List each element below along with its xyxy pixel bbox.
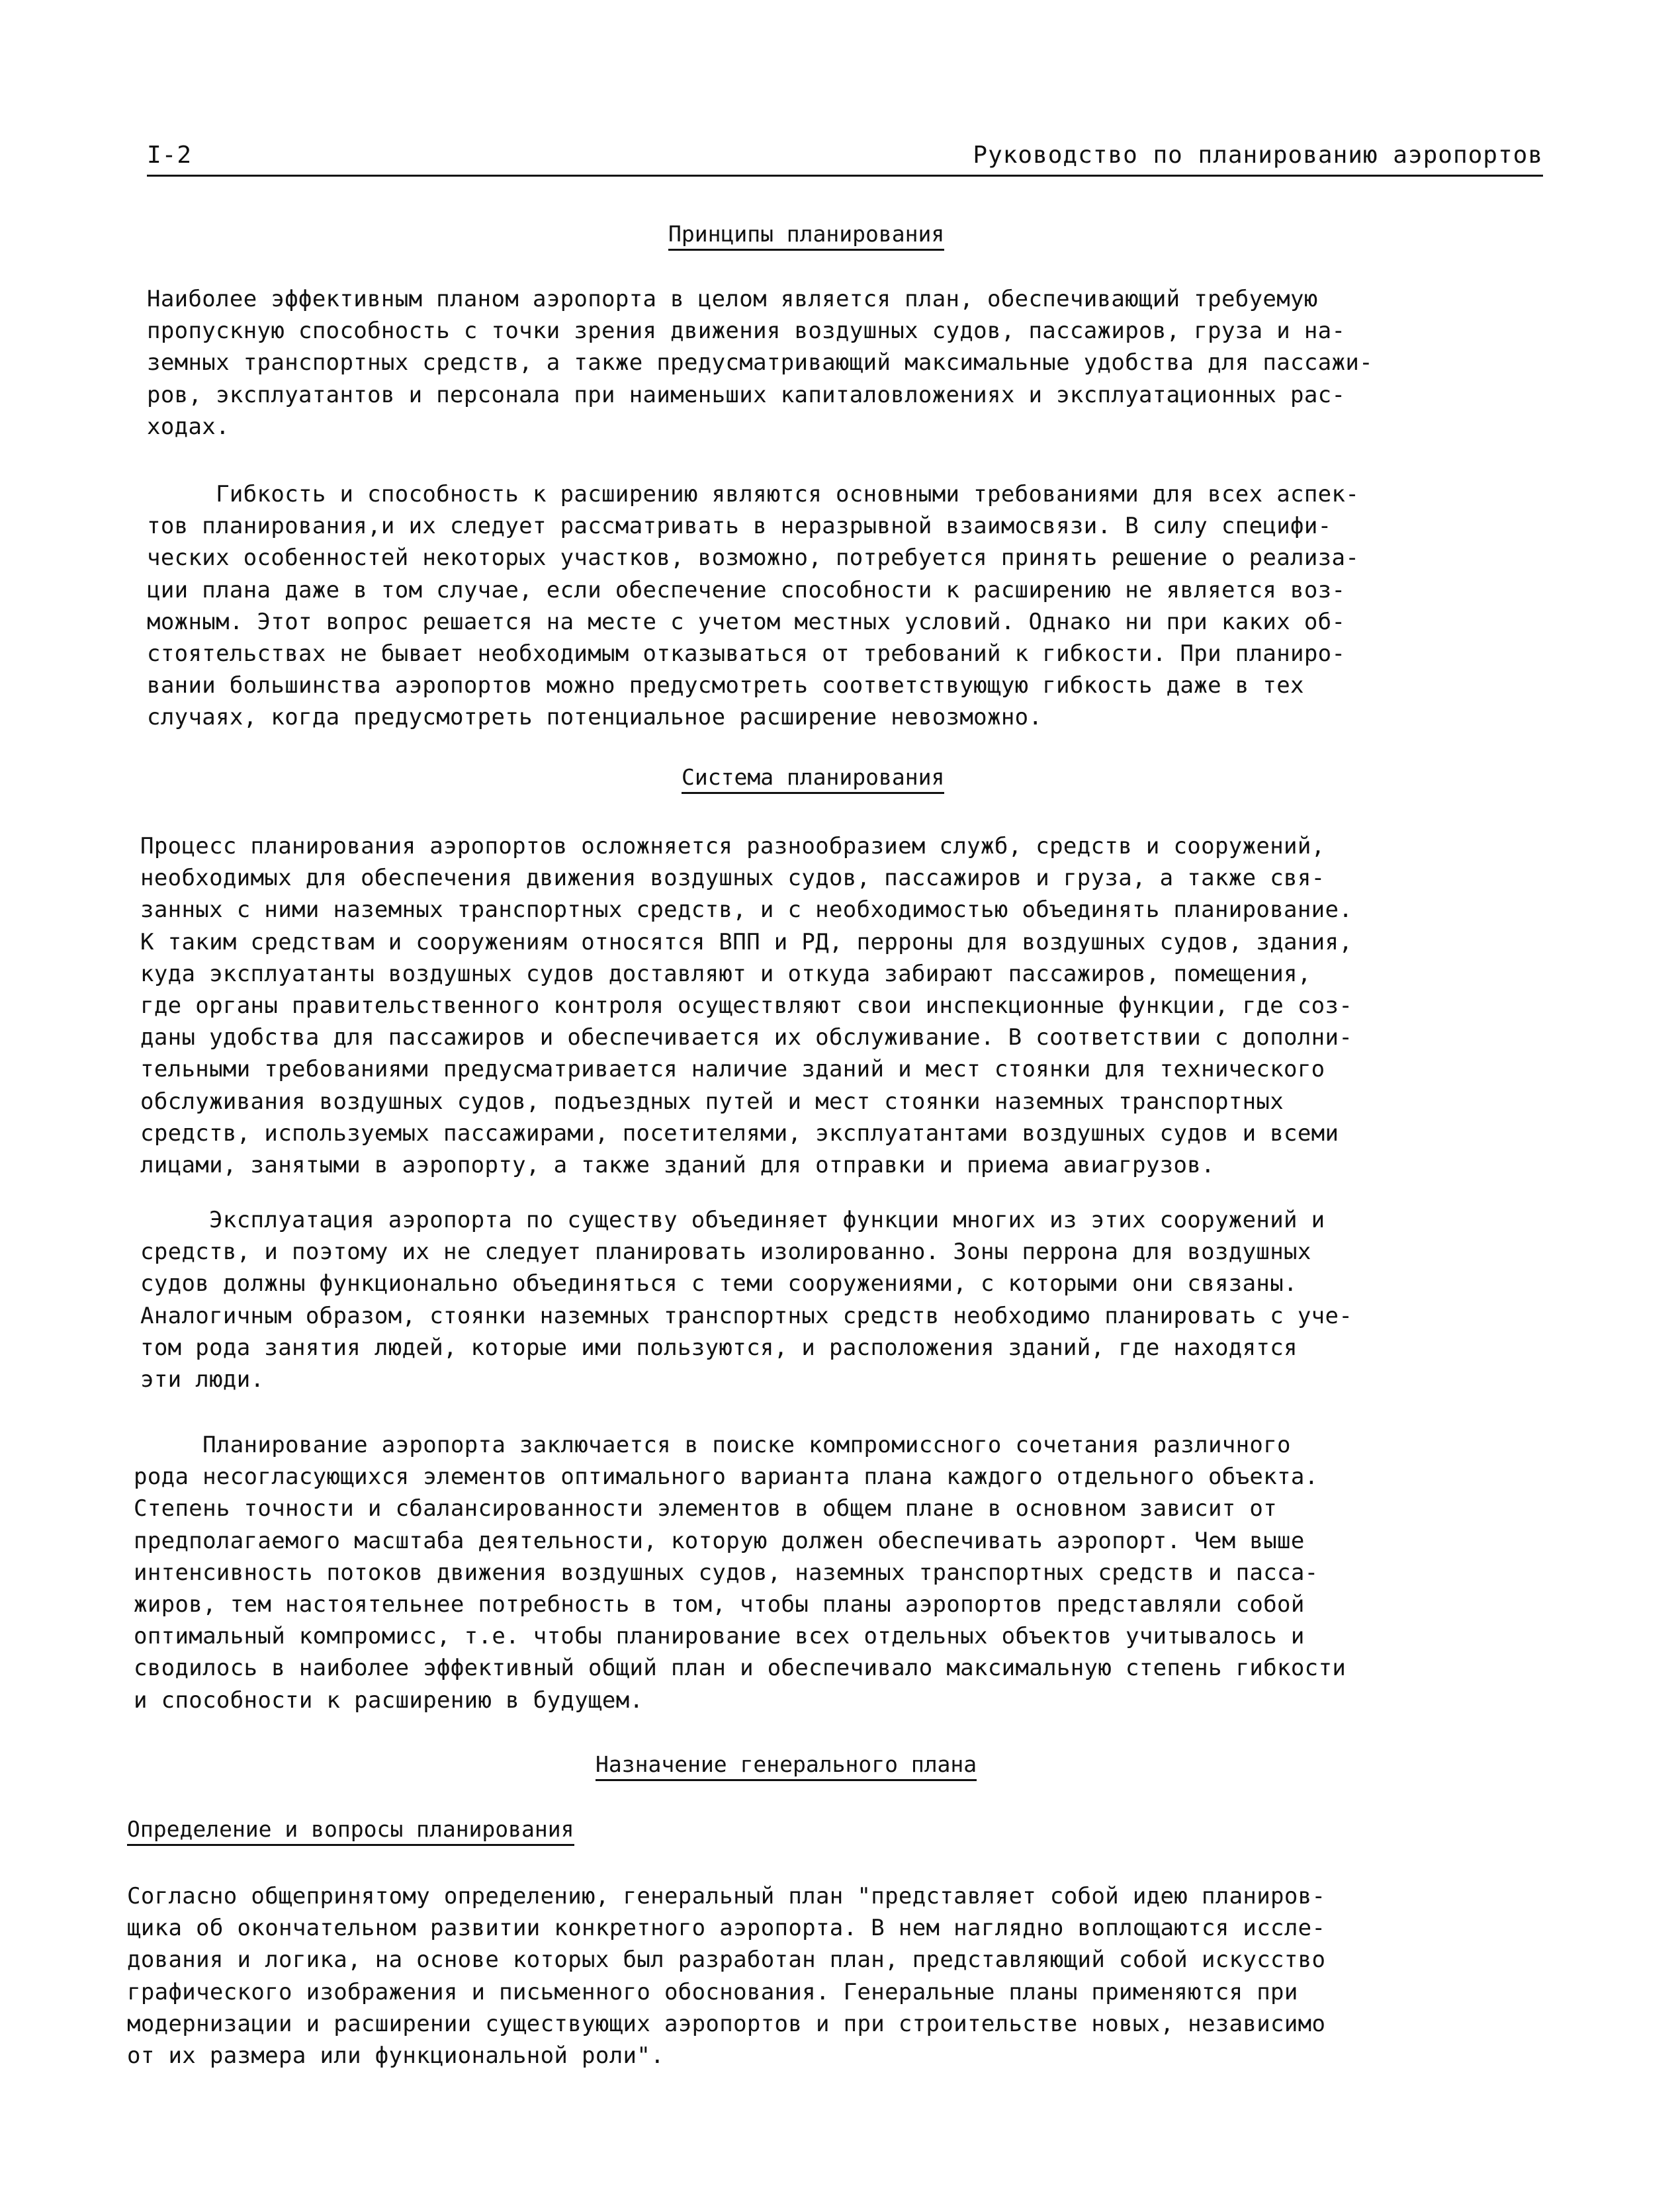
paragraph-master-plan-1: Согласно общепринятому определению, генеральный план "представляет собой идею планиров- щика об окончательном развитии конкретного аэропорта. В нем наглядно воплощаются иссле- дования и логика, на основе которых был разработан план, представляющий собой искусство графического изображения и письменного обоснования. Генеральные планы применяются при модернизации и расширении существующих аэропортов и при строительстве новых, независимо от их размера или функциональной роли". <box>127 1883 1326 2070</box>
section-title-principles: Принципы планирования <box>668 221 944 251</box>
document-title: Руководство по планированию аэропортов <box>973 142 1543 169</box>
paragraph-system-3: Планирование аэропорта заключается в поиске компромиссного сочетания различного рода несогласующихся элементов оптимального варианта плана каждого отдельного объекта. Степень точности и сбалансированности элементов в общем плане в основном зависит от предполагаемого масштаба деятельности, которую должен обеспечивать аэропорт. Чем выше интенсивность потоков движения воздушных судов, наземных транспортных средств и пасса- жиров, тем настоятельнее потребность в том, чтобы планы аэропортов представляли собой оптимальный компромисс, т.е. чтобы планирование всех отдельных объектов учитывалось и сводилось в наиболее эффективный общий план и обеспечивало максимальную степень гибкости и способности к расширению в будущем. <box>134 1432 1347 1714</box>
paragraph-system-2: Эксплуатация аэропорта по существу объединяет функции многих из этих сооружений и средств, и поэтому их не следует планировать изолированно. Зоны перрона для воздушных судов должны функционально объединяться с теми сооружениями, с которыми они связаны. Аналогичным образом, стоянки наземных транспортных средств необходимо планировать с уче- том рода занятия людей, которые ими пользуются, и расположения зданий, где находятся эти люди. <box>140 1207 1353 1393</box>
page-header <box>147 140 1543 177</box>
paragraph-principles-1: Наиболее эффективным планом аэропорта в целом является план, обеспечивающий требуемую пропускную способность с точки зрения движения воздушных судов, пассажиров, груза и на- земных транспортных средств, а также предусматривающий максимальные удобства для пассажи- ров, эксплуатантов и персонала при наименьших капиталовложениях и эксплуатационных рас- ходах. <box>147 286 1373 440</box>
section-title-master-plan: Назначение генерального плана <box>596 1751 977 1781</box>
paragraph-principles-2: Гибкость и способность к расширению являются основными требованиями для всех аспек- тов планирования,и их следует рассматривать в неразрывной взаимосвязи. В силу специфи- ческих особенностей некоторых участков, возможно, потребуется принять решение о реализа- ции плана даже в том случае, если обеспечение способности к расширению не является воз- можным. Этот вопрос решается на месте с учетом местных условий. Однако ни при каких об- стоятельствах не бывает необходимым отказываться от требований к гибкости. При планиро- вании большинства аэропортов можно предусмотреть соответствующую гибкость даже в тех случаях, когда предусмотреть потенциальное расширение невозможно. <box>147 481 1360 731</box>
page-number: I-2 <box>147 142 193 169</box>
subsection-title-definition: Определение и вопросы планирования <box>127 1816 574 1846</box>
section-title-system: Система планирования <box>682 764 944 794</box>
paragraph-system-1: Процесс планирования аэропортов осложняется разнообразием служб, средств и сооружений, необходимых для обеспечения движения воздушных судов, пассажиров и груза, а также свя- занных с ними наземных транспортных средств, и с необходимостью объединять планирование. К таким средствам и сооружениям относятся ВПП и РД, перроны для воздушных судов, здания, куда эксплуатанты воздушных судов доставляют и откуда забирают пассажиров, помещения, где органы правительственного контроля осуществляют свои инспекционные функции, где соз- даны удобства для пассажиров и обеспечивается их обслуживание. В соответствии с дополни- тельными требованиями предусматривается наличие зданий и мест стоянки для технического обслуживания воздушных судов, подъездных путей и мест стоянки наземных транспортных средств, используемых пассажирами, посетителями, эксплуатантами воздушных судов и всеми лицами, занятыми в аэропорту, а также зданий для отправки и приема авиагрузов. <box>140 833 1353 1179</box>
